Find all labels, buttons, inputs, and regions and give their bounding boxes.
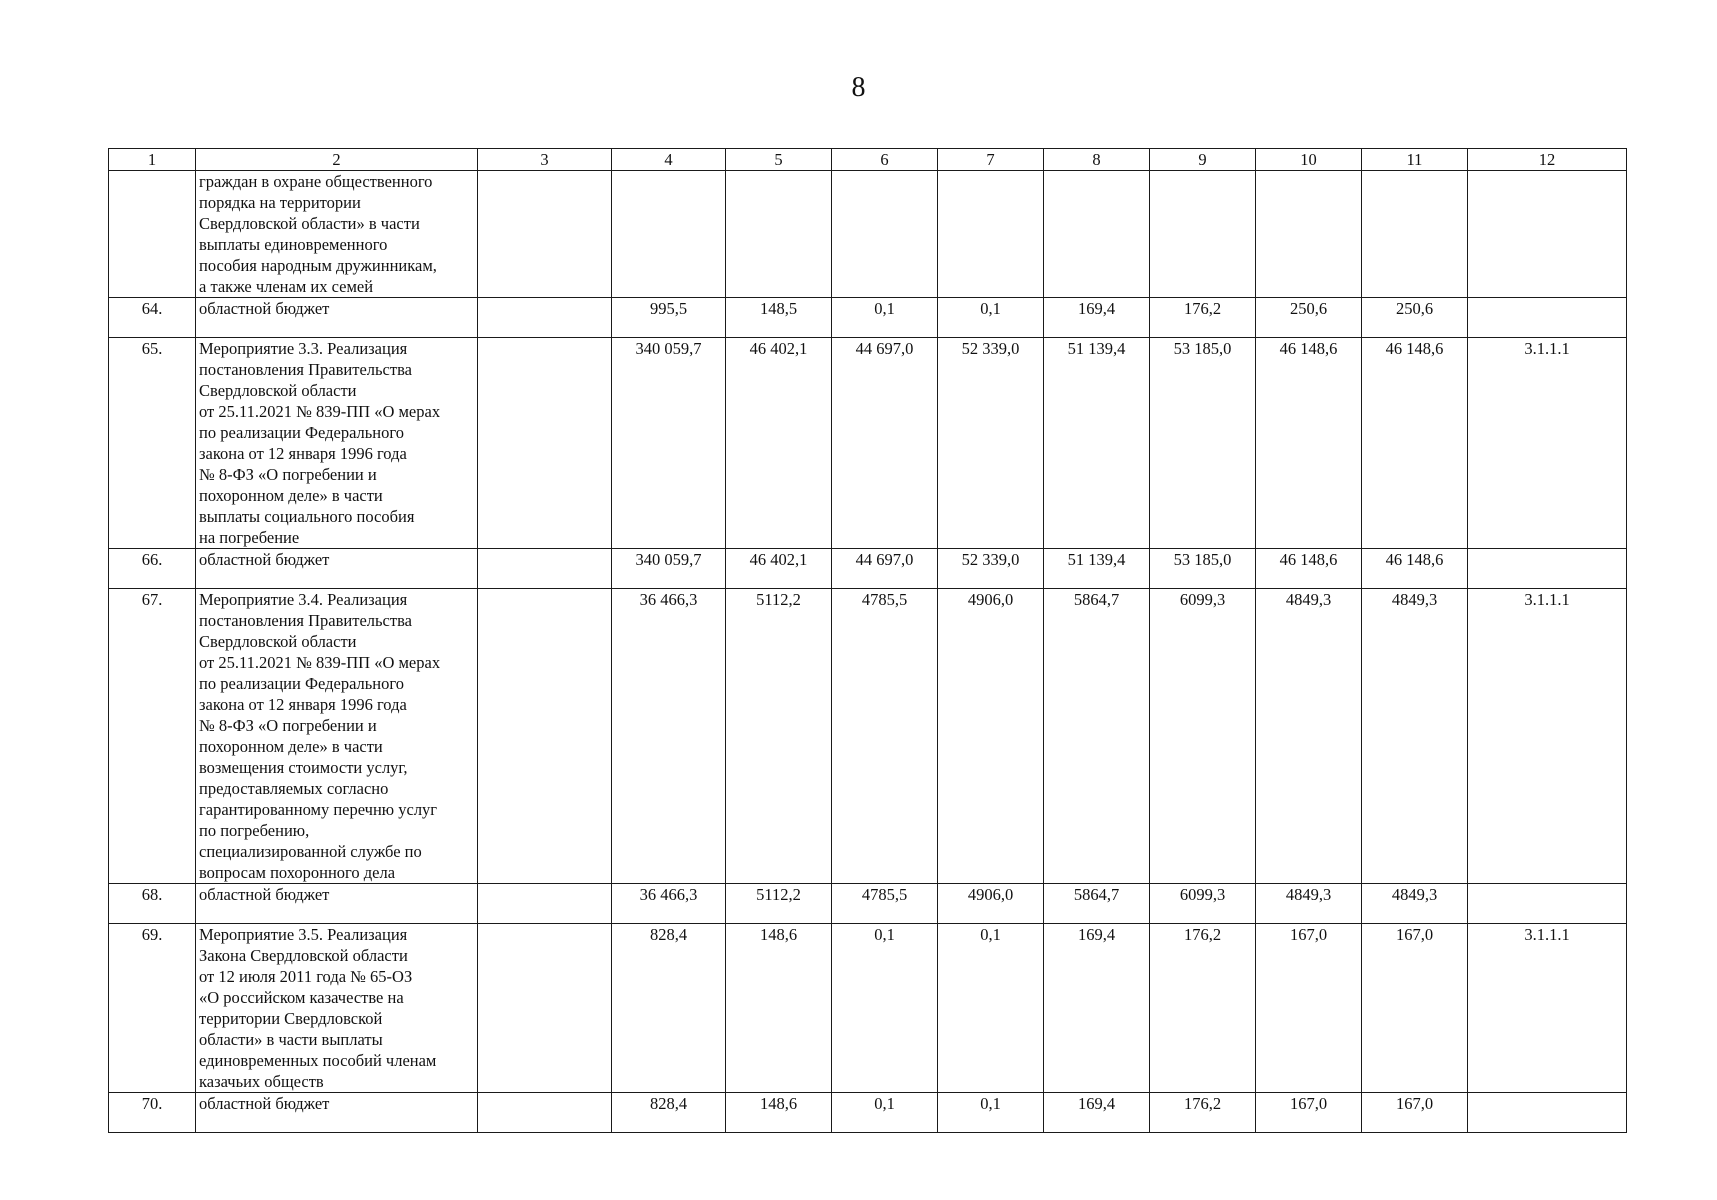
program-table [108, 148, 1627, 1133]
value-cell: 4849,3 [1256, 589, 1362, 884]
column-3-cell [478, 171, 612, 298]
table-row [109, 1093, 1627, 1133]
row-number-cell: 64. [109, 298, 196, 338]
value-cell: 4785,5 [832, 884, 938, 924]
value-cell: 36 466,3 [612, 589, 726, 884]
value-cell: 4785,5 [832, 589, 938, 884]
value-cell: 169,4 [1044, 924, 1150, 1093]
value-cell: 167,0 [1362, 924, 1468, 1093]
value-cell: 0,1 [938, 1093, 1044, 1133]
column-3-cell [478, 549, 612, 589]
value-cell: 0,1 [832, 298, 938, 338]
value-cell: 4906,0 [938, 589, 1044, 884]
value-cell [1150, 171, 1256, 298]
row-number-cell: 65. [109, 338, 196, 549]
target-code-cell [1468, 171, 1627, 298]
value-cell [1044, 171, 1150, 298]
value-cell: 340 059,7 [612, 338, 726, 549]
row-number-cell: 69. [109, 924, 196, 1093]
value-cell [938, 171, 1044, 298]
value-cell: 46 148,6 [1256, 549, 1362, 589]
column-number-cell: 4 [612, 149, 726, 171]
value-cell: 4849,3 [1362, 589, 1468, 884]
column-number-cell: 5 [726, 149, 832, 171]
value-cell: 250,6 [1362, 298, 1468, 338]
value-cell: 51 139,4 [1044, 549, 1150, 589]
description-cell [196, 884, 478, 924]
value-cell: 46 148,6 [1362, 549, 1468, 589]
value-cell: 46 148,6 [1256, 338, 1362, 549]
value-cell: 53 185,0 [1150, 338, 1256, 549]
value-cell [1256, 171, 1362, 298]
row-number-cell: 67. [109, 589, 196, 884]
target-code-cell [1468, 549, 1627, 589]
row-number-cell [109, 171, 196, 298]
description-cell [196, 924, 478, 1093]
value-cell: 4849,3 [1362, 884, 1468, 924]
value-cell: 828,4 [612, 924, 726, 1093]
value-cell: 167,0 [1256, 1093, 1362, 1133]
value-cell: 995,5 [612, 298, 726, 338]
table-row [109, 171, 1627, 298]
value-cell: 169,4 [1044, 298, 1150, 338]
value-cell: 4906,0 [938, 884, 1044, 924]
value-cell: 828,4 [612, 1093, 726, 1133]
value-cell: 44 697,0 [832, 338, 938, 549]
column-number-cell: 10 [1256, 149, 1362, 171]
column-number-cell: 2 [196, 149, 478, 171]
column-number-cell: 3 [478, 149, 612, 171]
column-number-cell: 7 [938, 149, 1044, 171]
value-cell: 167,0 [1256, 924, 1362, 1093]
table-row [109, 884, 1627, 924]
value-cell [612, 171, 726, 298]
description-cell [196, 298, 478, 338]
value-cell: 176,2 [1150, 298, 1256, 338]
table-body [109, 149, 1627, 1133]
table-row [109, 924, 1627, 1093]
value-cell: 176,2 [1150, 924, 1256, 1093]
value-cell: 6099,3 [1150, 589, 1256, 884]
column-number-cell: 6 [832, 149, 938, 171]
value-cell: 4849,3 [1256, 884, 1362, 924]
value-cell: 0,1 [938, 924, 1044, 1093]
column-number-cell: 11 [1362, 149, 1468, 171]
table-row [109, 589, 1627, 884]
value-cell: 46 402,1 [726, 338, 832, 549]
description-cell [196, 589, 478, 884]
page-number: 8 [851, 72, 866, 103]
column-3-cell [478, 298, 612, 338]
column-number-row [109, 149, 1627, 171]
description-cell [196, 171, 478, 298]
target-code-cell [1468, 298, 1627, 338]
table-row [109, 549, 1627, 589]
column-3-cell [478, 338, 612, 549]
table-row [109, 298, 1627, 338]
row-number-cell: 66. [109, 549, 196, 589]
target-code-cell [1468, 1093, 1627, 1133]
target-code-cell [1468, 884, 1627, 924]
value-cell: 52 339,0 [938, 338, 1044, 549]
value-cell: 6099,3 [1150, 884, 1256, 924]
column-number-cell: 9 [1150, 149, 1256, 171]
value-cell [726, 171, 832, 298]
description-text: Мероприятие 3.3. Реализация постановления Правительства Свердловской области от 25.11.2021 № 839-ПП «О мерах по реализации Федерального закона от 12 января 1996 года № 8-ФЗ «О погребении и похоронном деле» в части выплаты социального пособия на погребение [199, 339, 441, 547]
description-text: областной бюджет [199, 885, 330, 904]
value-cell: 0,1 [938, 298, 1044, 338]
description-text: граждан в охране общественного порядка на территории Свердловской области» в части выплаты единовременного пособия народным дружинникам, а также членам их семей [199, 172, 437, 296]
column-3-cell [478, 884, 612, 924]
value-cell: 36 466,3 [612, 884, 726, 924]
column-3-cell [478, 924, 612, 1093]
value-cell: 340 059,7 [612, 549, 726, 589]
value-cell: 5864,7 [1044, 884, 1150, 924]
value-cell: 0,1 [832, 1093, 938, 1133]
value-cell: 44 697,0 [832, 549, 938, 589]
value-cell: 53 185,0 [1150, 549, 1256, 589]
column-number-cell: 8 [1044, 149, 1150, 171]
value-cell: 0,1 [832, 924, 938, 1093]
value-cell: 46 402,1 [726, 549, 832, 589]
row-number-cell: 70. [109, 1093, 196, 1133]
value-cell: 51 139,4 [1044, 338, 1150, 549]
value-cell: 148,6 [726, 924, 832, 1093]
value-cell: 5112,2 [726, 884, 832, 924]
table-row [109, 338, 1627, 549]
target-code-cell: 3.1.1.1 [1468, 924, 1627, 1093]
value-cell [1362, 171, 1468, 298]
column-3-cell [478, 589, 612, 884]
value-cell: 5864,7 [1044, 589, 1150, 884]
row-number-cell: 68. [109, 884, 196, 924]
description-text: Мероприятие 3.5. Реализация Закона Свердловской области от 12 июля 2011 года № 65-ОЗ «О российском казачестве на территории Свердловской области» в части выплаты единовременных пособий членам казачьих обществ [199, 925, 437, 1091]
value-cell: 167,0 [1362, 1093, 1468, 1133]
value-cell [832, 171, 938, 298]
value-cell: 176,2 [1150, 1093, 1256, 1133]
description-text: областной бюджет [199, 299, 330, 318]
value-cell: 148,5 [726, 298, 832, 338]
value-cell: 148,6 [726, 1093, 832, 1133]
description-text: областной бюджет [199, 1094, 330, 1113]
description-cell [196, 338, 478, 549]
description-cell [196, 549, 478, 589]
value-cell: 46 148,6 [1362, 338, 1468, 549]
description-text: областной бюджет [199, 550, 330, 569]
description-text: Мероприятие 3.4. Реализация постановления Правительства Свердловской области от 25.11.2021 № 839-ПП «О мерах по реализации Федерального закона от 12 января 1996 года № 8-ФЗ «О погребении и похоронном деле» в части возмещения стоимости услуг, предоставляемых согласно гарантированному перечню услуг по погребению, специализированной службе по вопросам похоронного дела [199, 590, 441, 882]
value-cell: 250,6 [1256, 298, 1362, 338]
target-code-cell: 3.1.1.1 [1468, 338, 1627, 549]
column-number-cell: 12 [1468, 149, 1627, 171]
target-code-cell: 3.1.1.1 [1468, 589, 1627, 884]
column-number-cell: 1 [109, 149, 196, 171]
value-cell: 52 339,0 [938, 549, 1044, 589]
value-cell: 5112,2 [726, 589, 832, 884]
description-cell [196, 1093, 478, 1133]
value-cell: 169,4 [1044, 1093, 1150, 1133]
column-3-cell [478, 1093, 612, 1133]
